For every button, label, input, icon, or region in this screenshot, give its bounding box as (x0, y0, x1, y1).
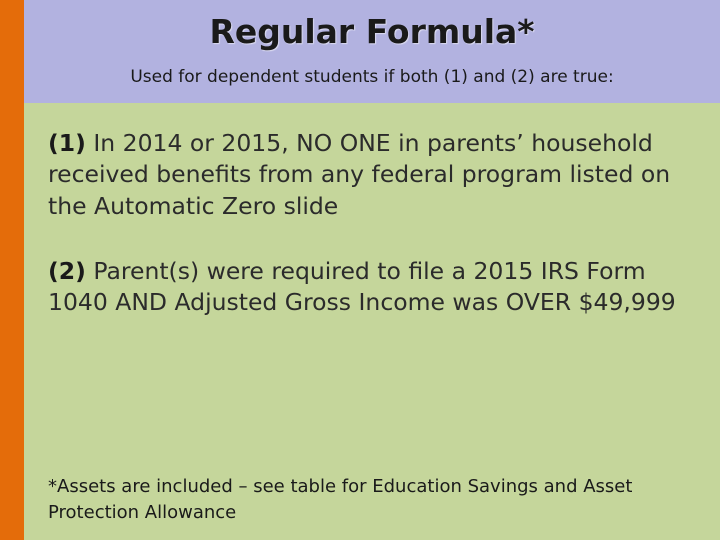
slide-header (24, 0, 720, 103)
condition-2 (48, 256, 698, 319)
slide-title: Regular Formula* (209, 12, 535, 51)
slide-subtitle: Used for dependent students if both (1) and (2) are true: (130, 67, 614, 87)
condition-1-text: In 2014 or 2015, NO ONE in parents’ household received benefits from any federal program listed on the Automatic Zero slide (48, 129, 671, 220)
condition-2-text: Parent(s) were required to file a 2015 IRS Form 1040 AND Adjusted Gross Income was OVER $49,999 (48, 257, 676, 317)
condition-1-number: (1) (48, 129, 86, 157)
condition-1 (48, 128, 698, 222)
assets-footnote: *Assets are included – see table for Education Savings and Asset Protection Allowance (48, 476, 633, 524)
accent-side-bar (0, 0, 24, 540)
condition-2-number: (2) (48, 257, 86, 285)
